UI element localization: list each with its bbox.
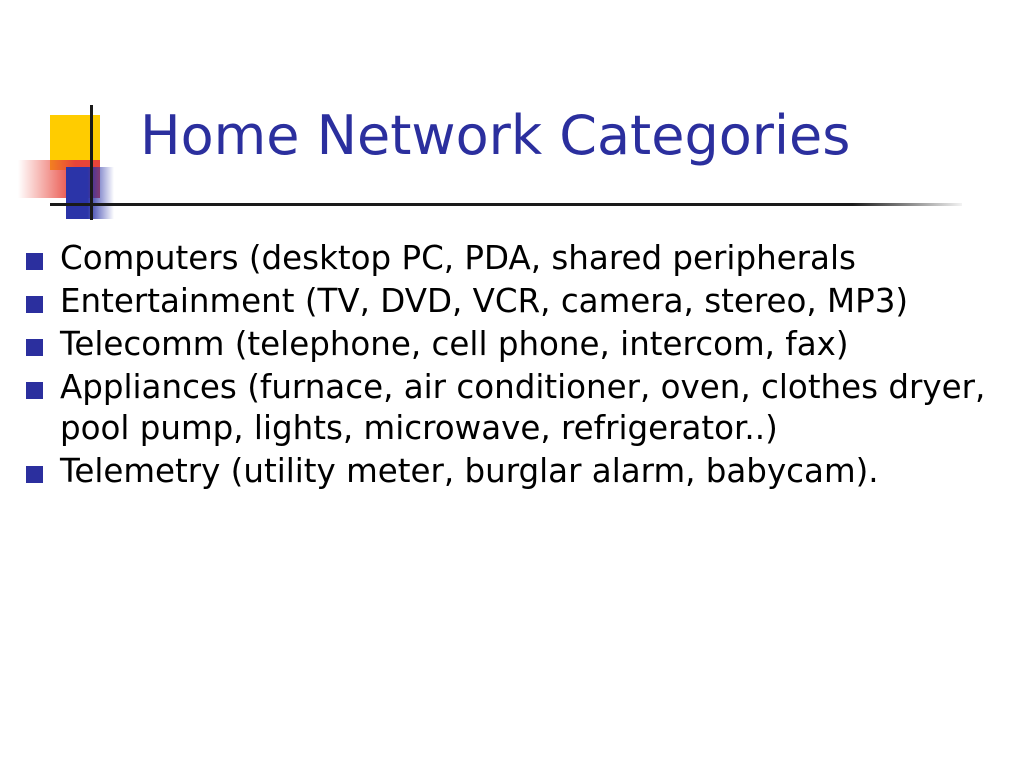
list-item (26, 281, 1011, 322)
list-item-label: Appliances (furnace, air conditioner, oven, clothes dryer, pool pump, lights, microwave, refrigerator..) (60, 367, 986, 447)
list-item (26, 238, 1011, 279)
page-title: Home Network Categories (140, 104, 851, 167)
list-item (26, 324, 1011, 365)
list-item-label: Telecomm (telephone, cell phone, intercom, fax) (60, 324, 849, 363)
square-bullet-icon (26, 253, 43, 270)
list-item-label: Computers (desktop PC, PDA, shared peripherals (60, 239, 856, 277)
square-bullet-icon (26, 466, 43, 483)
list-item-label: Telemetry (utility meter, burglar alarm, babycam). (60, 451, 879, 490)
list-item (26, 451, 1011, 492)
square-bullet-icon (26, 382, 43, 399)
bullet-list (26, 238, 1011, 494)
list-item (26, 367, 1011, 449)
square-bullet-icon (26, 339, 43, 356)
square-bullet-icon (26, 296, 43, 313)
list-item-label: Entertainment (TV, DVD, VCR, camera, stereo, MP3) (60, 281, 909, 320)
title-underline-rule (50, 203, 962, 206)
